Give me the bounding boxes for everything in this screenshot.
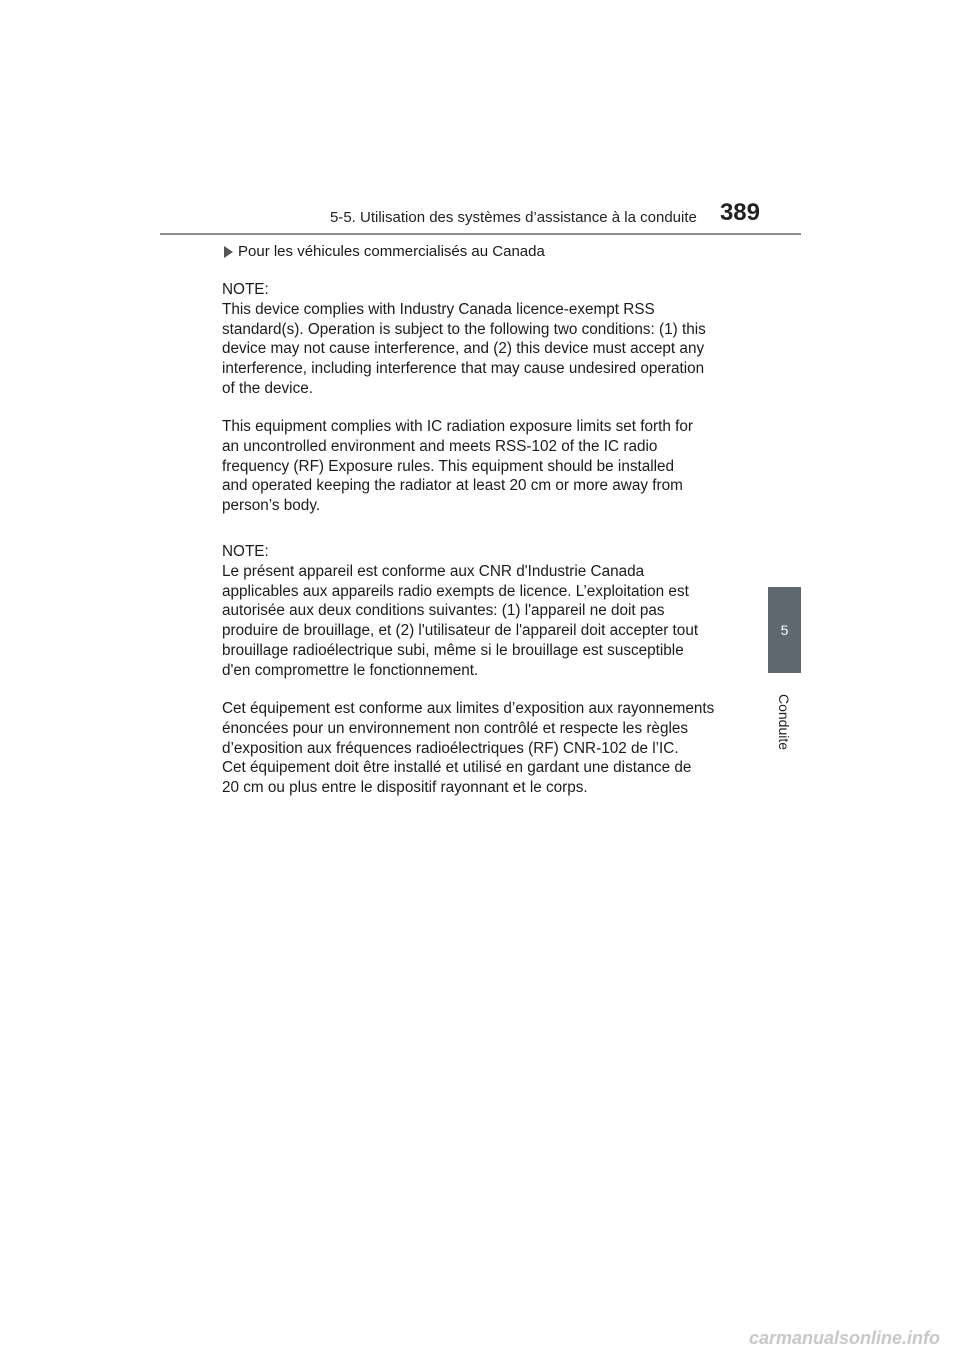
chapter-label xyxy=(762,682,806,762)
paragraph-exposure-fr xyxy=(222,699,762,798)
header-rule xyxy=(160,233,801,235)
paragraph-line: Cet équipement est conforme aux limites d’exposition aux rayonnements xyxy=(222,700,715,717)
chapter-label-text: Conduite xyxy=(776,693,793,751)
paragraph-line: produire de brouillage, et (2) l'utilisateur de l'appareil doit accepter tout xyxy=(222,622,699,640)
paragraph-line: This device complies with Industry Canada licence-exempt RSS xyxy=(222,300,655,318)
page-number: 389 xyxy=(719,199,760,226)
paragraph-line: of the device. xyxy=(222,379,313,397)
paragraph-line: applicables aux appareils radio exempts de licence. L’exploitation est xyxy=(222,582,689,600)
chapter-tab xyxy=(768,587,801,673)
paragraph-line: device may not cause interference, and (2) this device must accept any xyxy=(222,340,705,358)
paragraph-line: énoncées pour un environnement non contrôlé et respecte les règles xyxy=(222,719,689,737)
paragraph-line: NOTE: xyxy=(222,281,269,298)
paragraph-exposure-en xyxy=(222,417,762,516)
paragraph-line: standard(s). Operation is subject to the following two conditions: (1) this xyxy=(222,320,706,338)
triangle-bullet-icon xyxy=(224,246,233,258)
paragraph-line: person’s body. xyxy=(222,497,321,515)
chapter-number: 5 xyxy=(780,622,789,638)
paragraph-line: Cet équipement doit être installé et utilisé en gardant une distance de xyxy=(222,759,692,777)
paragraph-line: d’exposition aux fréquences radioélectriques (RF) CNR-102 de l’IC. xyxy=(222,739,679,757)
header-section-title: 5-5. Utilisation des systèmes d’assistance à la conduite xyxy=(330,209,697,226)
paragraph-note-en xyxy=(222,280,762,399)
paragraph-line: d'en compromettre le fonctionnement. xyxy=(222,661,479,679)
watermark: carmanualsonline.info xyxy=(748,1328,940,1348)
paragraph-line: and operated keeping the radiator at least 20 cm or more away from xyxy=(222,477,683,495)
paragraph-note-fr xyxy=(222,542,762,681)
paragraph-line: brouillage radioélectrique subi, même si le brouillage est susceptible xyxy=(222,641,684,659)
paragraph-line: NOTE: xyxy=(222,543,269,560)
subheading-text: Pour les véhicules commercialisés au Canada xyxy=(238,243,545,260)
paragraph-line: Le présent appareil est conforme aux CNR d'Industrie Canada xyxy=(222,562,645,580)
subheading xyxy=(224,243,545,260)
paragraph-line: interference, including interference that may cause undesired operation xyxy=(222,360,705,378)
paragraph-line: 20 cm ou plus entre le dispositif rayonnant et le corps. xyxy=(222,779,588,797)
paragraph-line: an uncontrolled environment and meets RSS-102 of the IC radio xyxy=(222,437,658,455)
paragraph-line: autorisée aux deux conditions suivantes: (1) l'appareil ne doit pas xyxy=(222,602,665,620)
paragraph-line: This equipment complies with IC radiation exposure limits set forth for xyxy=(222,418,693,435)
paragraph-line: frequency (RF) Exposure rules. This equipment should be installed xyxy=(222,457,675,475)
